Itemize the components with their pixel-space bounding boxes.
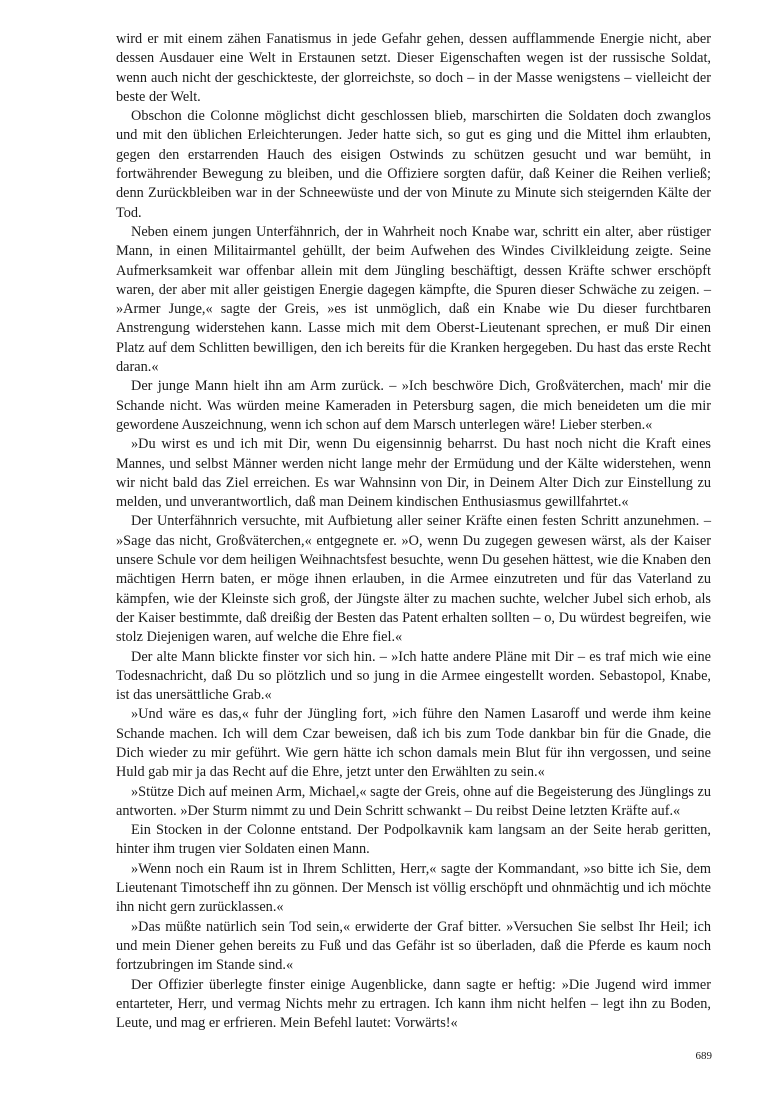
paragraph: »Und wäre es das,« fuhr der Jüngling fort, »ich führe den Namen Lasaroff und werde ihm keine Schande machen. Ich will dem Czar beweisen, daß ich bis zum Tode dankbar bin für die Gnade, die Dich wieder zu mir geführt. Wie gern hätte ich schon damals mein Blut für ihn vergossen, und seine Huld gab mir ja das Recht auf die Ehre, jetzt unter den Erwählten zu sein.« [116,706,711,781]
page-number: 689 [695,1050,712,1062]
paragraph: »Stütze Dich auf meinen Arm, Michael,« sagte der Greis, ohne auf die Begeisterung des Jünglings zu antworten. »Der Sturm nimmt zu und Dein Schritt schwankt – Du reibst Deine letzten Kräfte auf.« [116,783,711,819]
paragraph: Ein Stocken in der Colonne entstand. Der Podpolkavnik kam langsam an der Seite herab geritten, hinter ihm trugen vier Soldaten einen Mann. [116,822,711,858]
paragraph: »Wenn noch ein Raum ist in Ihrem Schlitten, Herr,« sagte der Kommandant, »so bitte ich Sie, dem Lieutenant Timotscheff ihn zu gönnen. Der Mensch ist völlig erschöpft und ohnmächtig und ich möchte ihn nicht gern zurücklassen.« [116,860,711,916]
paragraph: Der Unterfähnrich versuchte, mit Aufbietung aller seiner Kräfte einen festen Schritt anzunehmen. – »Sage das nicht, Großväterchen,« entgegnete er. »O, wenn Du zugegen gewesen wärst, als der Kaiser unsere Schule vor dem heiligen Weihnachtsfest besuchte, wenn Du gesehen hättest, wie die Knaben den mächtigen Herrn baten, er möge ihnen erlauben, in die Armee einzutreten und für das Vaterland zu kämpfen, wie der Kleinste sich groß, der Jüngste älter zu machen suchte, welcher Jubel sich erhob, als der Kaiser bestimmte, daß dreißig der Besten das Patent erhalten sollten – o, Du würdest begreifen, wie stolz Diejenigen waren, auf welche die Ehre fiel.« [116,513,711,646]
paragraph: Der alte Mann blickte finster vor sich hin. – »Ich hatte andere Pläne mit Dir – es traf mich wie eine Todesnachricht, daß Du so plötzlich und so jung in die Armee eingestellt worden. Sebastopol, Knabe, ist das unersättliche Grab.« [116,648,711,704]
page-body [116,30,711,1033]
paragraph: Obschon die Colonne möglichst dicht geschlossen blieb, marschirten die Soldaten doch zwanglos und mit den üblichen Erleichterungen. Jeder hatte sich, so gut es ging und die Mittel ihm erlaubten, gegen den erstarrenden Hauch des eisigen Ostwinds zu schützen gesucht und war bemüht, in fortwährender Bewegung zu bleiben, und die Offiziere sorgten dafür, daß Keiner die Reihen verließ; denn Zurückbleiben war in der Schneewüste und der von Minute zu Minute sich steigernden Kälte der Tod. [116,108,711,221]
paragraph: »Du wirst es und ich mit Dir, wenn Du eigensinnig beharrst. Du hast noch nicht die Kraft eines Mannes, und selbst Männer werden nicht lange mehr der Ermüdung und der Kälte widerstehen, wenn wir nicht bald das Ziel erreichen. Es war Wahnsinn von Dir, in Deinem Alter Dich zur Einstellung zu melden, und unverantwortlich, daß man Deinem kindischen Enthusiasmus gewillfahrtet.« [116,436,711,511]
paragraph: wird er mit einem zähen Fanatismus in jede Gefahr gehen, dessen aufflammende Energie nicht, aber dessen Ausdauer eine Welt in Erstaunen setzt. Dieser Eigenschaften wegen ist der russische Soldat, wenn auch nicht der geschickteste, der glorreichste, so doch – in der Masse wenigstens – vielleicht der beste der Welt. [116,31,711,105]
paragraph: Der Offizier überlegte finster einige Augenblicke, dann sagte er heftig: »Die Jugend wird immer entarteter, Herr, und vermag Nichts mehr zu ertragen. Ich kann ihm nicht helfen – legt ihn zu Boden, Leute, und mag er erfrieren. Mein Befehl lautet: Vorwärts!« [116,976,711,1032]
paragraph: Neben einem jungen Unterfähnrich, der in Wahrheit noch Knabe war, schritt ein alter, aber rüstiger Mann, in einen Militairmantel gehüllt, der beim Aufwehen des Windes Civilkleidung zeigte. Seine Aufmerksamkeit war offenbar allein mit dem Jüngling beschäftigt, dessen Kräfte schwer erschöpft waren, der aber mit aller geistigen Energie dagegen kämpfte, die Spuren dieser Schwäche zu zeigen. – »Armer Junge,« sagte der Greis, »es ist unmöglich, daß ein Knabe wie Du dieser furchtbaren Anstrengung widerstehen kann. Lasse mich mit dem Oberst-Lieutenant sprechen, er muß Dir einen Platz auf dem Schlitten bewilligen, den ich bereits für die Kranken hergegeben. Du hast das erste Recht daran.« [116,223,711,376]
paragraph: Der junge Mann hielt ihn am Arm zurück. – »Ich beschwöre Dich, Großväterchen, mach' mir die Schande nicht. Was würden meine Kameraden in Petersburg sagen, die mich beneideten um die mir gewordene Auszeichnung, wenn ich schon auf dem Marsch unterlegen wäre! Lieber sterben.« [116,378,711,433]
paragraph: »Das müßte natürlich sein Tod sein,« erwiderte der Graf bitter. »Versuchen Sie selbst Ihr Heil; ich und mein Diener gehen bereits zu Fuß und das Gefähr ist so überladen, daß die Pferde es kaum noch fortzubringen im Stande sind.« [116,918,711,974]
